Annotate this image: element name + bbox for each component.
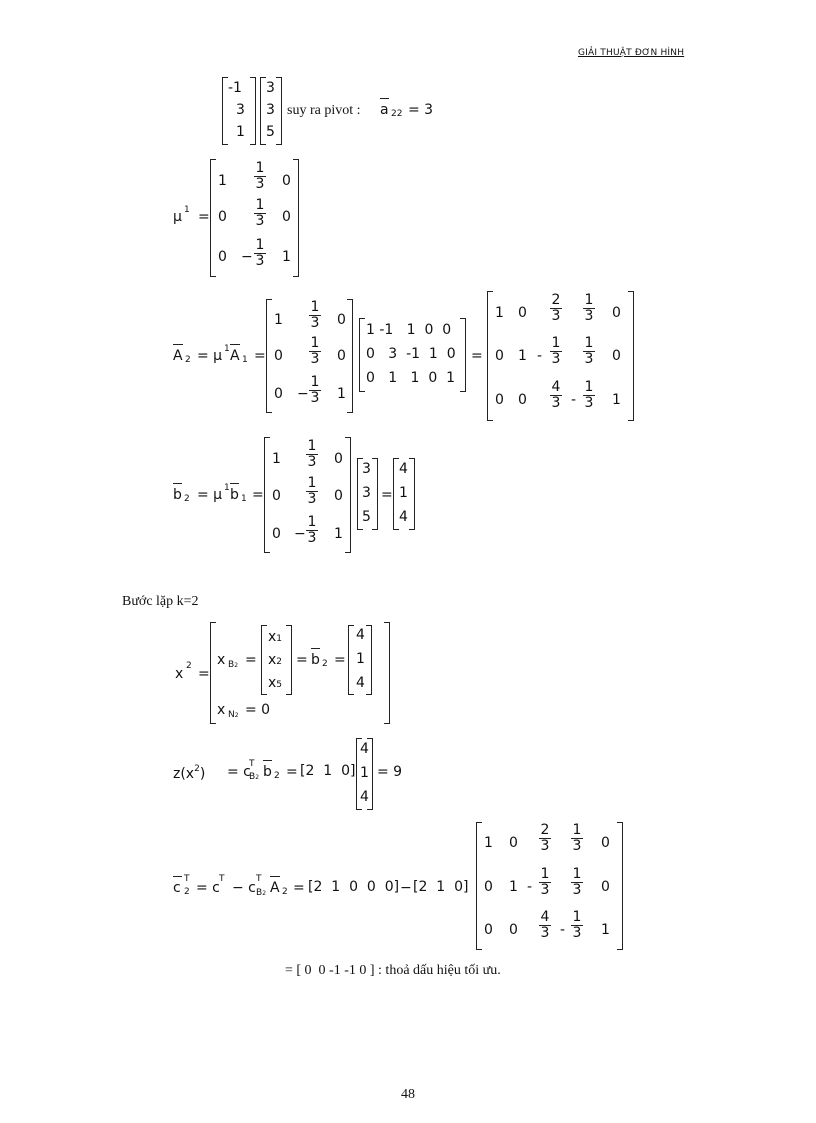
cell: 1 (274, 312, 283, 328)
minus-c: − c (232, 880, 256, 896)
bracket-right (384, 622, 390, 724)
equals: = (381, 487, 393, 503)
equals: = (334, 652, 346, 668)
row-vector: [2 1 0] (300, 763, 356, 779)
c-sup: T (249, 759, 255, 769)
cell: 1 (356, 651, 365, 667)
cell: 0 (612, 305, 621, 321)
minus-sign: − (241, 249, 253, 265)
matrix-row: 0 3 -1 1 0 (366, 346, 456, 362)
cell: 1 (495, 305, 504, 321)
cell: 5 (362, 509, 371, 525)
cell: 1 (509, 879, 518, 895)
bracket-right (409, 458, 415, 530)
cell: 0 (218, 249, 227, 265)
fraction: 1 3 (572, 822, 582, 854)
overline (270, 876, 280, 877)
A-symbol: A (270, 880, 280, 896)
mu-symbol: μ (173, 209, 182, 225)
overline (173, 483, 182, 484)
fraction: 1 3 (540, 866, 550, 898)
cell: 3 (266, 102, 275, 118)
var: x2 (268, 652, 283, 668)
matrix-row: 1 -1 1 0 0 (366, 322, 452, 338)
fraction: 1 3 (255, 160, 265, 192)
equals-mu: = μ (197, 348, 223, 364)
bracket-right (286, 625, 292, 695)
cell: 0 (601, 879, 610, 895)
fraction: 1 3 (584, 335, 594, 367)
xN-value: = 0 (245, 702, 271, 718)
overline (230, 483, 239, 484)
z-result: = 9 (377, 764, 403, 780)
pivot-symbol: a (380, 102, 389, 118)
overline (311, 648, 320, 649)
fraction: 1 3 (584, 379, 594, 411)
cell: 4 (360, 741, 369, 757)
cell: 3 (362, 485, 371, 501)
cell: 0 (601, 835, 610, 851)
b-symbol: b (263, 764, 272, 780)
step-label: Bước lặp k=2 (122, 594, 199, 609)
overline (173, 876, 182, 877)
b-subscript: 2 (274, 771, 280, 781)
bracket-right (347, 299, 353, 413)
x-sup: 2 (186, 661, 192, 671)
bracket-right (250, 77, 256, 145)
equals: = (198, 209, 210, 225)
z-lhs: $z(x^2)$ (173, 764, 206, 782)
page-number: 48 (401, 1087, 415, 1102)
equals: = (198, 666, 210, 682)
fraction: 1 3 (307, 475, 317, 507)
cell: 1 (272, 451, 281, 467)
mu-sup: 1 (224, 344, 230, 354)
bracket-left (359, 318, 365, 392)
c-sup: T (184, 874, 190, 884)
minus-sign: − (294, 526, 306, 542)
cell: 1 (484, 835, 493, 851)
fraction: 4 3 (551, 379, 561, 411)
equals-c: = c (227, 764, 251, 780)
cell: -1 (228, 80, 242, 96)
cell: 4 (356, 627, 365, 643)
fraction: 1 3 (307, 438, 317, 470)
bracket-left (348, 625, 354, 695)
cell: 0 (495, 348, 504, 364)
c-sup: T (256, 874, 262, 884)
xN-symbol: x (217, 702, 226, 718)
cell: 3 (236, 102, 245, 118)
fraction: 1 3 (307, 514, 317, 546)
equals: = (245, 652, 257, 668)
bracket-right (372, 458, 378, 530)
equals: = (286, 764, 298, 780)
pivot-subscript: 22 (391, 109, 403, 119)
row-vector: [2 1 0 0 0] (308, 879, 400, 895)
cell: 1 (518, 348, 527, 364)
equals: = (471, 348, 483, 364)
fraction: 1 3 (551, 335, 561, 367)
bracket-right (617, 822, 623, 950)
cell: 0 (272, 488, 281, 504)
fraction: 1 3 (255, 197, 265, 229)
cell: 0 (337, 312, 346, 328)
xB-sub: B2 (228, 660, 239, 670)
cell: 1 (612, 392, 621, 408)
minus-sign: - (560, 922, 566, 938)
bracket-right (293, 159, 299, 277)
cell: 1 (337, 386, 346, 402)
cell: 0 (509, 835, 518, 851)
equals-c: = c (196, 880, 220, 896)
fraction: 1 3 (572, 866, 582, 898)
cell: 1 (360, 765, 369, 781)
equals: = (293, 880, 305, 896)
cell: 0 (218, 209, 227, 225)
var: x5 (268, 675, 283, 691)
mu-sup: 1 (224, 483, 230, 493)
cell: 0 (274, 348, 283, 364)
minus-sign: − (297, 386, 309, 402)
cell: 1 (236, 124, 245, 140)
overline (380, 98, 389, 99)
minus-sign: - (537, 348, 543, 364)
cell: 0 (518, 392, 527, 408)
cell: 0 (337, 348, 346, 364)
overline (230, 344, 240, 345)
overline (263, 760, 272, 761)
bracket-left (266, 299, 272, 413)
fraction: 1 3 (584, 292, 594, 324)
fraction: 4 3 (540, 909, 550, 941)
bracket-left (476, 822, 482, 950)
bracket-right (276, 77, 282, 145)
cell: 0 (282, 209, 291, 225)
x-symbol: x (175, 666, 184, 682)
equals: = (254, 348, 266, 364)
matrix-row: 0 1 1 0 1 (366, 370, 456, 386)
bracket-left (264, 437, 270, 553)
bracket-left (210, 622, 216, 724)
bracket-left (210, 159, 216, 277)
cell: 3 (266, 80, 275, 96)
cell: 1 (218, 173, 227, 189)
cell: 0 (495, 392, 504, 408)
bracket-left (261, 625, 267, 695)
c-sub: B2 (249, 772, 260, 782)
bracket-left (487, 291, 493, 421)
A-subscript: 1 (242, 355, 248, 365)
c-sub: B2 (256, 888, 267, 898)
A-subscript: 2 (282, 887, 288, 897)
b-subscript: 2 (184, 494, 190, 504)
minus-sign: − (400, 880, 412, 896)
cell: 0 (274, 386, 283, 402)
conclusion-text: = [ 0 0 -1 -1 0 ] : thoả dấu hiệu tối ưu. (285, 963, 501, 978)
cell: 0 (484, 879, 493, 895)
cell: 4 (399, 461, 408, 477)
pivot-value: = 3 (408, 102, 434, 118)
cell: 5 (266, 124, 275, 140)
xB-symbol: x (217, 652, 226, 668)
fraction: 2 3 (540, 822, 550, 854)
cell: 0 (334, 451, 343, 467)
cell: 0 (334, 488, 343, 504)
equals: = (252, 487, 264, 503)
cell: 1 (399, 485, 408, 501)
running-header: GIẢI THUẬT ĐƠN HÌNH (578, 48, 685, 58)
cell: 0 (518, 305, 527, 321)
c-sub: 2 (184, 887, 190, 897)
minus-sign: - (571, 392, 577, 408)
bracket-right (628, 291, 634, 421)
var: x1 (268, 629, 283, 645)
b-subscript: 1 (241, 494, 247, 504)
cell: 4 (360, 789, 369, 805)
cell: 0 (484, 922, 493, 938)
fraction: 1 3 (255, 237, 265, 269)
b-subscript: 2 (322, 659, 328, 669)
b-symbol: b (230, 487, 239, 503)
bracket-right (460, 318, 466, 392)
equals-mu: = μ (197, 487, 223, 503)
fraction: 1 3 (310, 374, 320, 406)
b-symbol: b (173, 487, 182, 503)
A-symbol: A (173, 348, 183, 364)
cell: 3 (362, 461, 371, 477)
equals: = (296, 652, 308, 668)
cell: 0 (272, 526, 281, 542)
minus-sign: - (527, 879, 533, 895)
cell: 4 (399, 509, 408, 525)
fraction: 2 3 (551, 292, 561, 324)
b-symbol: b (311, 652, 320, 668)
overline (173, 344, 183, 345)
cell: 1 (334, 526, 343, 542)
c-sup: T (219, 874, 225, 884)
cell: 1 (601, 922, 610, 938)
cell: 0 (282, 173, 291, 189)
bracket-right (366, 625, 372, 695)
cell: 0 (509, 922, 518, 938)
fraction: 1 3 (310, 299, 320, 331)
row-vector: [2 1 0] (413, 879, 469, 895)
fraction: 1 3 (572, 909, 582, 941)
A-symbol: A (230, 348, 240, 364)
fraction: 1 3 (310, 335, 320, 367)
bracket-right (345, 437, 351, 553)
pivot-text: suy ra pivot : (287, 103, 361, 118)
mu-sup: 1 (184, 205, 190, 215)
cell: 1 (282, 249, 291, 265)
c-symbol: c (173, 880, 181, 896)
xN-sub: N2 (228, 710, 239, 720)
cell: 4 (356, 675, 365, 691)
cell: 0 (612, 348, 621, 364)
A-subscript: 2 (185, 355, 191, 365)
